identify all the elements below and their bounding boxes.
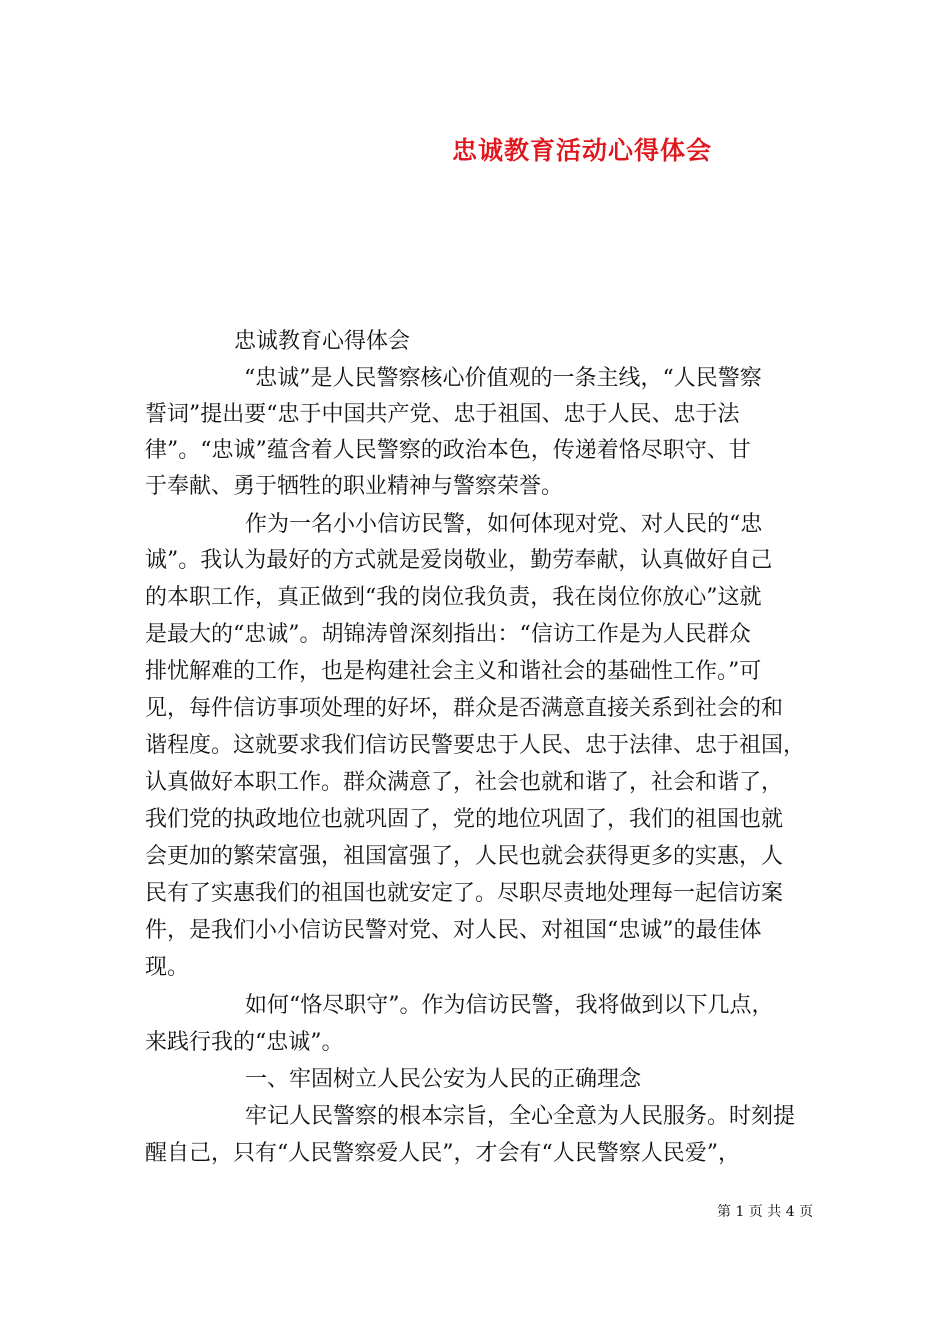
paragraph-line: 是最大的“忠诚”。胡锦涛曾深刻指出：“信访工作是为人民群众 [145,622,751,647]
paragraph-line: 认真做好本职工作。群众满意了，社会也就和谐了，社会和谐了， [145,770,784,795]
page-footer: 第 1 页 共 4 页 [717,1204,814,1220]
paragraph-line: 件，是我们小小信访民警对党、对人民、对祖国“忠诚”的最佳体 [145,918,762,943]
paragraph-line: 誓词”提出要“忠于中国共产党、忠于祖国、忠于人民、忠于法 [145,402,740,427]
paragraph-line: “忠诚”是人民警察核心价值观的一条主线，“人民警察 [244,366,762,391]
paragraph-line: 我们党的执政地位也就巩固了，党的地位巩固了，我们的祖国也就 [145,807,784,832]
section-heading: 一、牢固树立人民公安为人民的正确理念 [245,1067,642,1092]
paragraph-line: 会更加的繁荣富强，祖国富强了，人民也就会获得更多的实惠，人 [145,844,784,869]
paragraph-line: 如何“恪尽职守”。作为信访民警，我将做到以下几点， [245,993,774,1018]
paragraph-line: 作为一名小小信访民警，如何体现对党、对人民的“忠 [245,512,763,537]
paragraph-line: 的本职工作，真正做到“我的岗位我负责，我在岗位你放心”这就 [145,585,762,610]
paragraph-line: 见，每件信访事项处理的好坏，群众是否满意直接关系到社会的和 [145,696,784,721]
paragraph-line: 诚”。我认为最好的方式就是爱岗敬业，勤劳奉献，认真做好自己 [145,548,773,573]
paragraph-line: 排忧解难的工作，也是构建社会主义和谐社会的基础性工作。”可 [145,659,762,684]
paragraph-line: 谐程度。这就要求我们信访民警要忠于人民、忠于法律、忠于祖国， [145,733,806,758]
paragraph-line: 现。 [145,955,190,980]
paragraph-line: 民有了实惠我们的祖国也就安定了。尽职尽责地处理每一起信访案 [145,881,784,906]
paragraph-line: 牢记人民警察的根本宗旨，全心全意为人民服务。时刻提 [245,1104,796,1129]
document-title: 忠诚教育活动心得体会 [452,136,713,165]
paragraph-line: 醒自己，只有“人民警察爱人民”，才会有“人民警察人民爱”， [145,1141,740,1166]
section-heading: 忠诚教育心得体会 [234,329,411,354]
paragraph-line: 律”。“忠诚”蕴含着人民警察的政治本色，传递着恪尽职守、甘 [145,438,751,463]
paragraph-line: 于奉献、勇于牺牲的职业精神与警察荣誉。 [145,474,564,499]
paragraph-line: 来践行我的“忠诚”。 [145,1030,344,1055]
